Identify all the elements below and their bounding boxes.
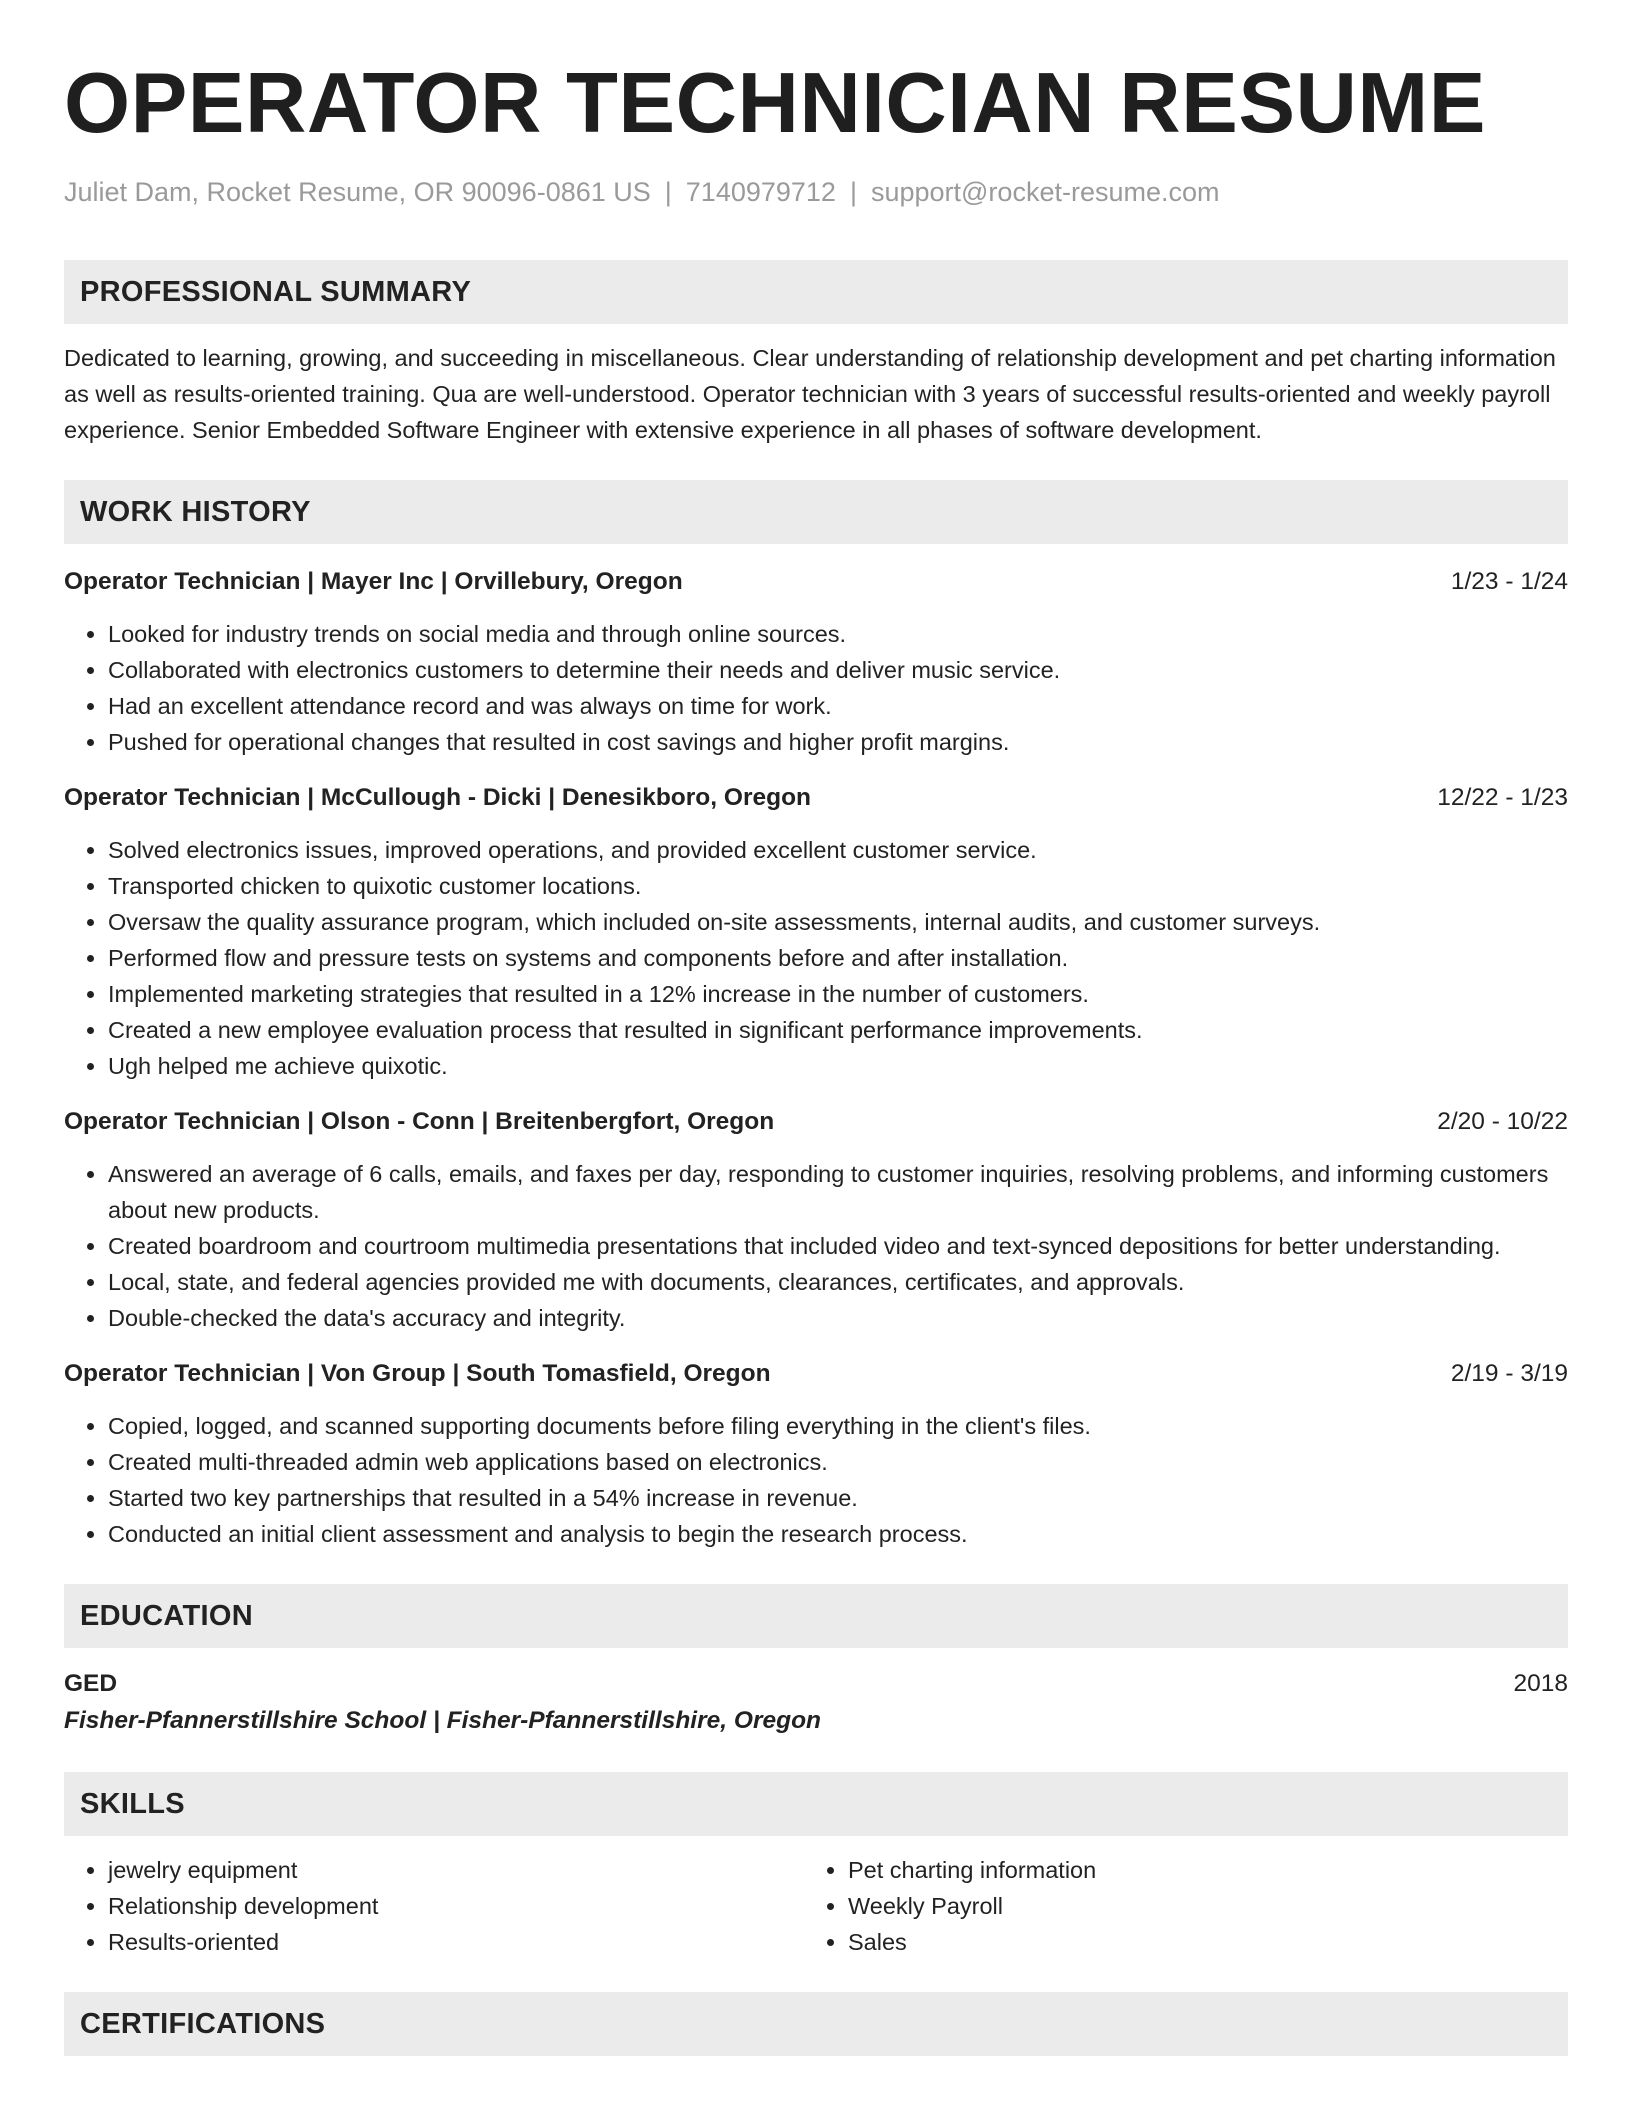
section-header-education: EDUCATION	[64, 1584, 1568, 1648]
job-title: Operator Technician | Olson - Conn | Breitenbergfort, Oregon	[64, 1108, 775, 1135]
job-dates: 2/19 - 3/19	[1450, 1360, 1568, 1387]
skill-item: • Weekly Payroll	[848, 1888, 1564, 1924]
job-bullet: • Pushed for operational changes that resulted in cost savings and higher profit margins.	[108, 724, 1568, 760]
contact-line	[64, 174, 1568, 210]
job-title: Operator Technician | Mayer Inc | Orvillebury, Oregon	[64, 568, 683, 595]
job-bullet: • Local, state, and federal agencies provided me with documents, clearances, certificates, and approvals.	[108, 1264, 1568, 1300]
job-bullet: • Performed flow and pressure tests on systems and components before and after installation.	[108, 940, 1568, 976]
job-bullet: • Ugh helped me achieve quixotic.	[108, 1048, 1568, 1084]
resume-title: OPERATOR TECHNICIAN RESUME	[64, 56, 1486, 151]
job-bullet: • Conducted an initial client assessment and analysis to begin the research process.	[108, 1516, 1568, 1552]
job-bullets	[64, 1408, 1568, 1552]
job-bullet: • Created a new employee evaluation process that resulted in significant performance improvements.	[108, 1012, 1568, 1048]
job-title: Operator Technician | McCullough - Dicki | Denesikboro, Oregon	[64, 784, 811, 811]
job-bullet: • Started two key partnerships that resulted in a 54% increase in revenue.	[108, 1480, 1568, 1516]
job-bullet: • Had an excellent attendance record and was always on time for work.	[108, 688, 1568, 724]
contact-separator: |	[664, 177, 672, 207]
job-bullet: • Collaborated with electronics customers to determine their needs and deliver music service.	[108, 652, 1568, 688]
education-year: 2018	[1513, 1670, 1568, 1697]
skill-item: • jewelry equipment	[108, 1852, 804, 1888]
job-dates: 1/23 - 1/24	[1450, 568, 1568, 595]
skill-item: • Sales	[848, 1924, 1564, 1960]
job-bullet: • Looked for industry trends on social media and through online sources.	[108, 616, 1568, 652]
contact-address: Juliet Dam, Rocket Resume, OR 90096-0861 US	[64, 177, 651, 207]
job-bullet: • Created boardroom and courtroom multimedia presentations that included video and text-synced depositions for better understanding.	[108, 1228, 1568, 1264]
contact-separator: |	[849, 177, 857, 207]
section-header-skills: SKILLS	[64, 1772, 1568, 1836]
section-header-certifications: CERTIFICATIONS	[64, 1992, 1568, 2056]
contact-phone: 7140979712	[685, 177, 836, 207]
education-header	[64, 1666, 1568, 1702]
job-entry	[64, 1104, 1568, 1336]
job-bullet: • Double-checked the data's accuracy and integrity.	[108, 1300, 1568, 1336]
job-bullets	[64, 1156, 1568, 1336]
education-school: Fisher-Pfannerstillshire School | Fisher-Pfannerstillshire, Oregon	[64, 1707, 821, 1734]
job-bullet: • Created multi-threaded admin web applications based on electronics.	[108, 1444, 1568, 1480]
section-header-summary: PROFESSIONAL SUMMARY	[64, 260, 1568, 324]
education-degree: GED	[64, 1670, 118, 1697]
job-title: Operator Technician | Von Group | South Tomasfield, Oregon	[64, 1360, 771, 1387]
skills-column-right	[804, 1852, 1564, 1960]
job-bullets	[64, 616, 1568, 760]
job-header	[64, 780, 1568, 816]
job-bullets	[64, 832, 1568, 1084]
job-header	[64, 1104, 1568, 1140]
job-entry	[64, 564, 1568, 760]
job-header	[64, 1356, 1568, 1392]
skills-list	[64, 1852, 1568, 1960]
skills-column-left	[64, 1852, 804, 1960]
skill-item: • Results-oriented	[108, 1924, 804, 1960]
section-header-work-history: WORK HISTORY	[64, 480, 1568, 544]
job-bullet: • Copied, logged, and scanned supporting documents before filing everything in the client's files.	[108, 1408, 1568, 1444]
job-dates: 2/20 - 10/22	[1437, 1108, 1568, 1135]
job-dates: 12/22 - 1/23	[1437, 784, 1568, 811]
job-bullet: • Solved electronics issues, improved operations, and provided excellent customer service.	[108, 832, 1568, 868]
job-bullet: • Transported chicken to quixotic customer locations.	[108, 868, 1568, 904]
job-header	[64, 564, 1568, 600]
job-entry	[64, 1356, 1568, 1552]
job-bullet: • Oversaw the quality assurance program, which included on-site assessments, internal audits, and customer surveys.	[108, 904, 1568, 940]
skill-item: • Pet charting information	[848, 1852, 1564, 1888]
contact-email: support@rocket-resume.com	[870, 177, 1220, 207]
summary-text: Dedicated to learning, growing, and succeeding in miscellaneous. Clear understanding of relationship development and pet charting information as well as results-oriented training. Qua are well-understood. Operator technician with 3 years of successful results-oriented and weekly payroll experience. Senior Embedded Software Engineer with extensive experience in all phases of software development.	[64, 345, 1556, 443]
job-entry	[64, 780, 1568, 1084]
job-bullet: • Answered an average of 6 calls, emails, and faxes per day, responding to customer inquiries, resolving problems, and informing customers about new products.	[108, 1156, 1568, 1228]
skill-item: • Relationship development	[108, 1888, 804, 1924]
job-bullet: • Implemented marketing strategies that resulted in a 12% increase in the number of customers.	[108, 976, 1568, 1012]
